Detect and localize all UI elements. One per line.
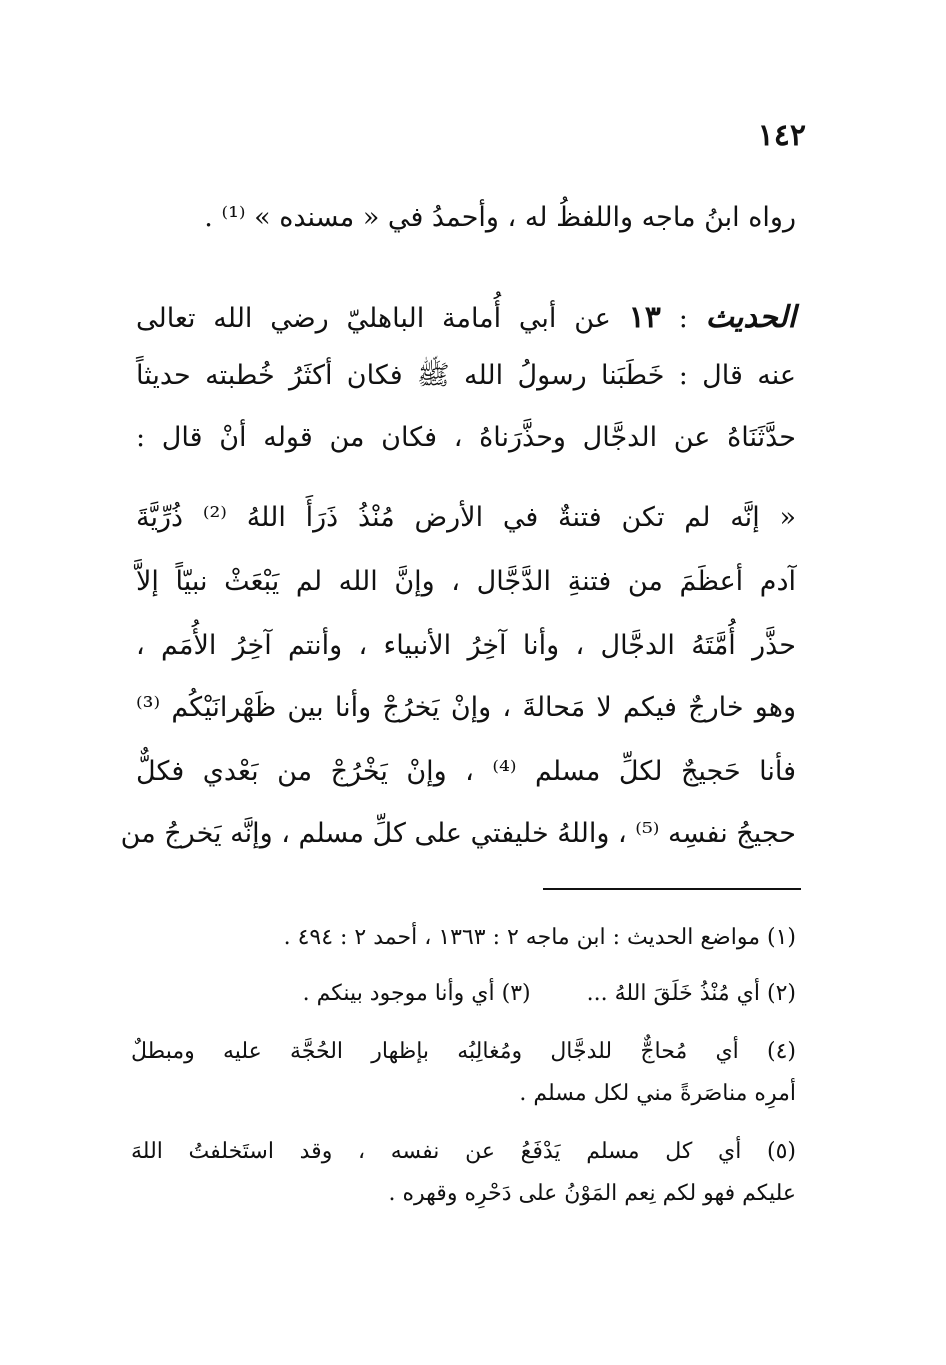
footnote-divider	[543, 888, 801, 890]
hadith-line: عنه قال : خَطَبَنا رسولُ الله ﷺ فكان أكثَرُ خُطبته حديثاً	[136, 360, 796, 391]
quote-line: فأنا حَجيجٌ لكلِّ مسلم ⁽⁴⁾ ، وإنْ يَخْرُجْ من بَعْدي فكلٌّ	[136, 756, 796, 787]
footnote-2: (٢) أي مُنْذُ خَلَقَ اللهُ ...	[586, 981, 796, 1006]
quote-line: حجيجُ نفسِه ⁽⁵⁾ ، واللهُ خليفتي على كلِّ مسلم ، وإنَّه يَخرجُ من	[120, 818, 796, 849]
footnote-4-line: (٤) أي مُحاجٌّ للدجَّال ومُغالِبُه بإظهار الحُجَّة عليه ومبطلٌ	[131, 1039, 796, 1064]
footnote-5-line: (٥) أي كل مسلم يَدْفَعُ عن نفسه ، وقد استَخلفتُ اللهَ	[131, 1139, 796, 1164]
footnote-2-3	[131, 978, 796, 1010]
quote-line: وهو خارجٌ فيكم لا مَحالةَ ، وإنْ يَخرُجْ وأنا بين ظَهْرانَيْكُم ⁽³⁾	[136, 692, 796, 723]
hadith-number: ١٣	[628, 300, 661, 335]
quote-line: « إنَّه لم تكن فتنةٌ في الأرض مُنْذُ ذَرَأَ اللهُ ⁽²⁾ ذُرِّيَّةَ	[136, 502, 796, 533]
footnote-1: (١) مواضع الحديث : ابن ماجه ٢ : ١٣٦٣ ، أحمد ٢ : ٤٩٤ .	[283, 925, 796, 950]
hadith-first-line	[136, 298, 796, 339]
intro-line: رواه ابنُ ماجه واللفظُ له ، وأحمدُ في « مسنده » ⁽¹⁾ .	[204, 202, 796, 233]
footnote-4-line: أمرِه مناصَرةً مني لكل مسلم .	[519, 1081, 796, 1106]
page-number: ١٤٢	[757, 118, 806, 153]
quote-line: آدم أعظَمَ من فتنةِ الدَّجَّال ، وإنَّ الله لم يَبْعَثْ نبيّاً إلاَّ	[136, 566, 797, 597]
quote-line: حذَّر أُمَّتَهُ الدجَّال ، وأنا آخِرُ الأنبياء ، وأنتم آخِرُ الأُمَم ،	[136, 630, 796, 661]
hadith-line: حدَّثَنَاهُ عن الدجَّال وحذَّرَناهُ ، فكان من قوله أنْ قال :	[136, 422, 796, 453]
hadith-heading: الحديث	[705, 300, 796, 335]
footnote-5-line: عليكم فهو لكم نِعم المَوْنُ على دَحْرِه وقهره .	[388, 1181, 796, 1206]
hadith-separator: :	[678, 303, 688, 334]
hadith-first-line-text: عن أبي أُمامة الباهليّ رضي الله تعالى	[136, 303, 611, 334]
footnote-3: (٣) أي وأنا موجود بينكم .	[302, 981, 531, 1006]
